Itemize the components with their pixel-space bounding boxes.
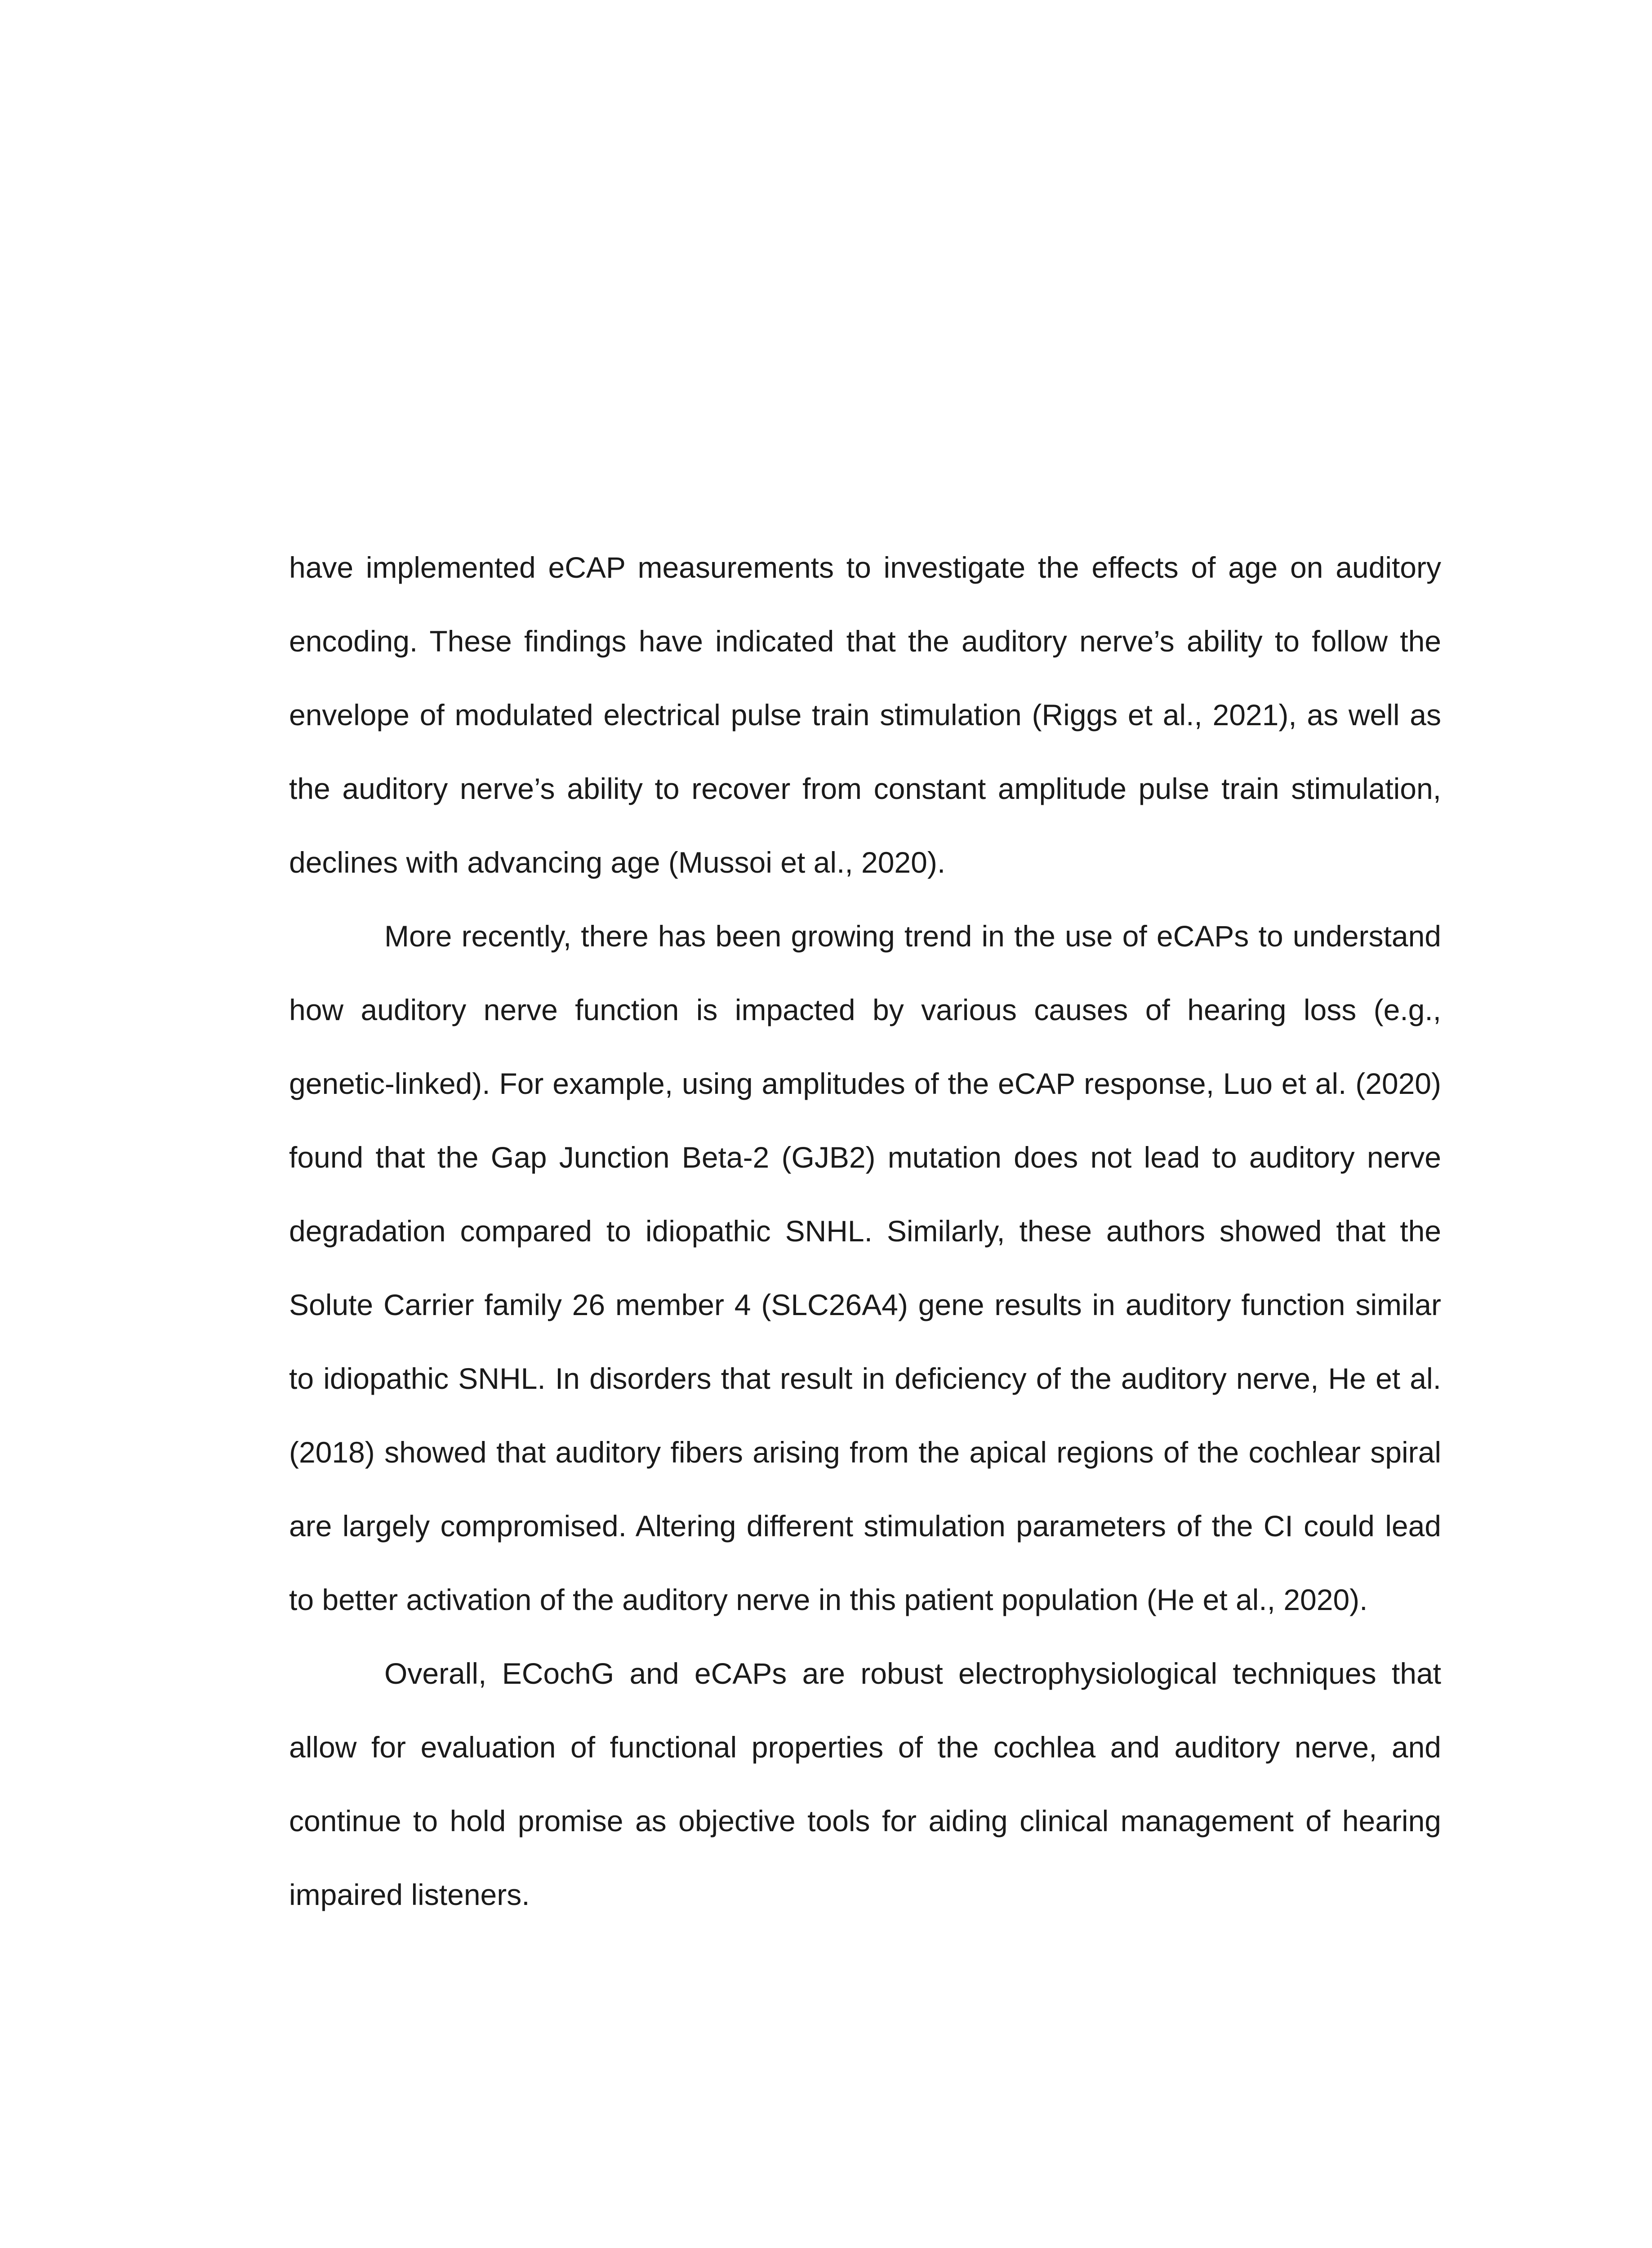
body-text <box>289 531 1441 1931</box>
paragraph-ecap-hearing-loss: More recently, there has been growing trend in the use of eCAPs to understand how auditory nerve function is impacted by various causes of hearing loss (e.g., genetic-linked). For example, using amplitudes of the eCAP response, Luo et al. (2020) found that the Gap Junction Beta-2 (GJB2) mutation does not lead to auditory nerve degradation compared to idiopathic SNHL. Similarly, these authors showed that the Solute Carrier family 26 member 4 (SLC26A4) gene results in auditory function similar to idiopathic SNHL. In disorders that result in deficiency of the auditory nerve, He et al. (2018) showed that auditory fibers arising from the apical regions of the cochlear spiral are largely compromised. Altering different stimulation parameters of the CI could lead to better activation of the auditory nerve in this patient population (He et al., 2020). <box>289 919 1441 1616</box>
paragraph-continuation: have implemented eCAP measurements to investigate the effects of age on auditory encoding. These findings have indicated that the auditory nerve’s ability to follow the envelope of modulated electrical pulse train stimulation (Riggs et al., 2021), as well as the auditory nerve’s ability to recover from constant amplitude pulse train stimulation, declines with advancing age (Mussoi et al., 2020). <box>289 551 1441 879</box>
paragraph-conclusion: Overall, ECochG and eCAPs are robust electrophysiological techniques that allow for evaluation of functional properties of the cochlea and auditory nerve, and continue to hold promise as objective tools for aiding clinical management of hearing impaired listeners. <box>289 1657 1441 1911</box>
